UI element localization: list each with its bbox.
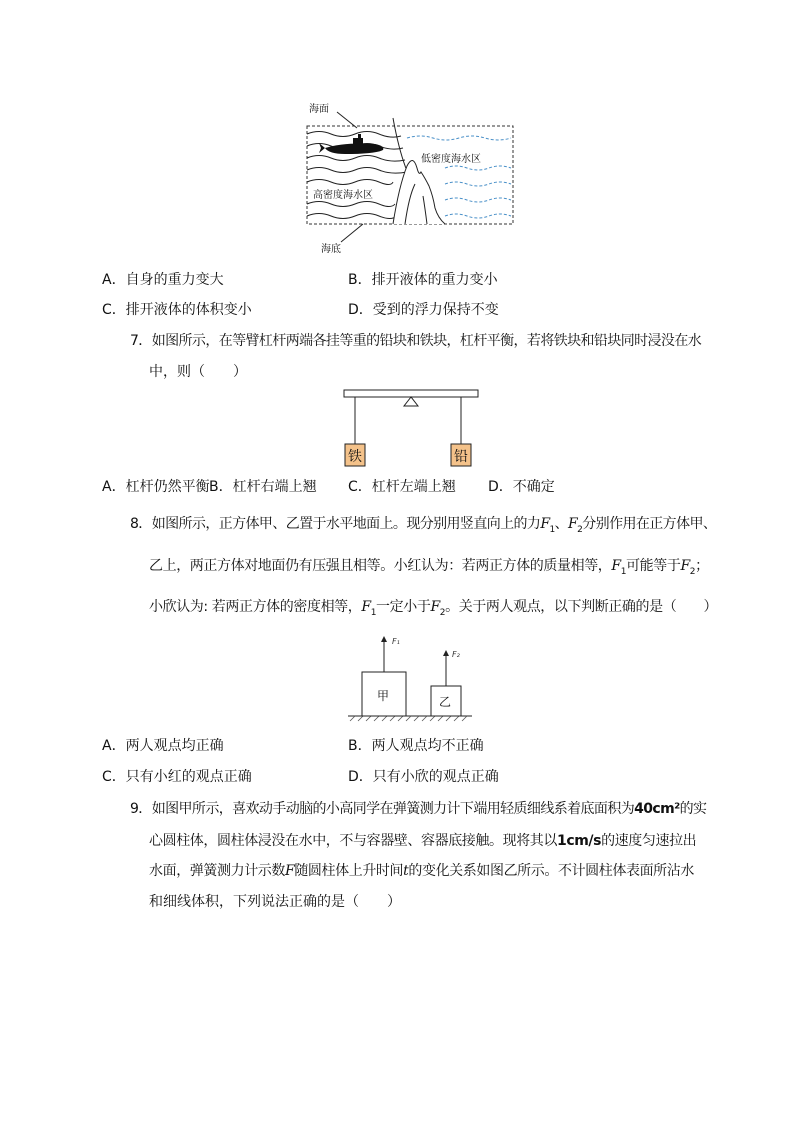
q9-stem-line4: 和细线体积，下列说法正确的是（ ） [149,894,401,910]
q6-option-a[interactable]: A．自身的重力变大 [102,272,224,288]
cubes-figure [346,634,474,722]
q7-stem-line1: 7．如图所示，在等臂杠杆两端各挂等重的铅块和铁块，杠杆平衡，若将铁块和铅块同时浸没在水 [130,333,702,349]
submarine-sea-figure [295,96,525,256]
q9-stem-line1: 9．如图甲所示，喜欢动手动脑的小高同学在弹簧测力计下端用轻质细线系着底面积为40cm²的实 [130,801,707,817]
q8-stem-line1: 8．如图所示，正方体甲、乙置于水平地面上。现分别用竖直向上的力$F_1$、$F_2$分别作用在正方体甲、 [130,516,717,535]
cube-b-label: 乙 [439,695,452,709]
force-arrow-icon [381,636,387,642]
submarine-icon [319,134,383,154]
cube-a-label: 甲 [377,689,390,703]
sea-surface-label: 海面 [309,104,329,115]
q8-option-a[interactable]: A．两人观点均正确 [102,738,224,754]
q8-option-d[interactable]: D．只有小欣的观点正确 [348,769,499,785]
q7-stem-line2: 中，则（ ） [149,364,247,380]
sea-floor-label: 海底 [321,244,341,255]
q9-stem-line3: 水面，弹簧测力计示数F随圆柱体上升时间t的变化关系如图乙所示。不计圆柱体表面所沾水 [149,863,694,879]
q6-option-d[interactable]: D．受到的浮力保持不变 [348,302,499,318]
lever-figure [340,386,485,468]
q9-stem-line2: 心圆柱体，圆柱体浸没在水中，不与容器壁、容器底接触。现将其以1cm/s的速度匀速拉出 [149,833,697,849]
q8-option-c[interactable]: C．只有小红的观点正确 [102,769,252,785]
q7-option-b[interactable]: B．杠杆右端上翘 [209,479,317,495]
force-a-label: F₁ [392,637,400,646]
lead-label: 铅 [454,449,468,465]
low-density-label: 低密度海水区 [421,154,481,165]
q7-option-d[interactable]: D．不确定 [488,479,555,495]
fulcrum-icon [404,397,418,406]
q7-option-c[interactable]: C．杠杆左端上翘 [348,479,456,495]
q7-option-a[interactable]: A．杠杆仍然平衡 [102,479,210,495]
q8-option-b[interactable]: B．两人观点均不正确 [348,738,484,754]
q8-stem-line2: 乙上，两正方体对地面仍有压强且相等。小红认为：若两正方体的质量相等，$F_1$可能等于$F_2$； [149,558,709,577]
force-arrow-icon [443,650,449,656]
q6-option-b[interactable]: B．排开液体的重力变小 [348,272,498,288]
force-b-label: F₂ [452,650,460,659]
iron-label: 铁 [348,449,362,465]
q8-stem-line3: 小欣认为: 若两正方体的密度相等，$F_1$一定小于$F_2$。关于两人观点，以下判断正确的是（ ） [149,599,718,618]
high-density-label: 高密度海水区 [313,190,373,201]
q6-option-c[interactable]: C．排开液体的体积变小 [102,302,252,318]
